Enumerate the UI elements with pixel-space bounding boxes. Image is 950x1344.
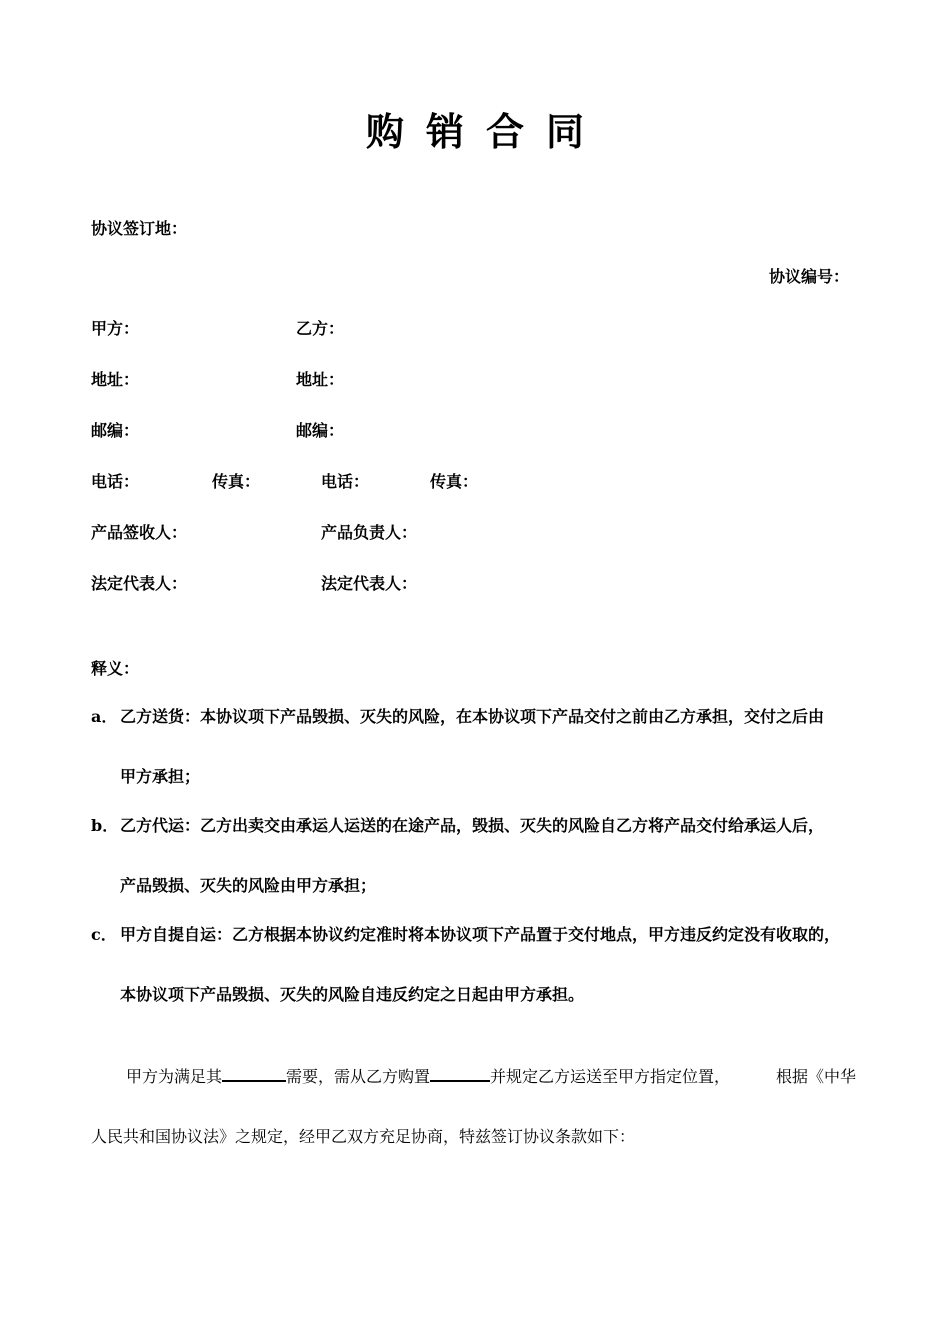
party-a-fax-label: 传真：	[212, 472, 261, 491]
preamble-text: 并规定乙方运送至甲方指定位置，	[490, 1067, 731, 1086]
definition-marker: c．	[91, 925, 117, 944]
preamble-text: 需要，需从乙方购置	[286, 1067, 431, 1086]
definition-line: 乙方代运：乙方出卖交由承运人运送的在途产品，毁损、灭失的风险自乙方将产品交付给承运人后，	[120, 816, 825, 835]
party-b-phone-label: 电话：	[321, 472, 370, 491]
party-b-address-label: 地址：	[296, 370, 345, 389]
fill-blank[interactable]	[222, 1066, 286, 1082]
party-b-legal-rep-label: 法定代表人：	[321, 574, 418, 593]
party-a-phone-label: 电话：	[91, 472, 140, 491]
product-receiver-label: 产品签收人：	[91, 523, 188, 542]
document-title: 购销合同	[365, 109, 606, 154]
preamble-text: 根据《中华	[776, 1067, 857, 1086]
agreement-number-label: 协议编号：	[768, 267, 849, 286]
definition-line: 产品毁损、灭失的风险由甲方承担；	[120, 876, 377, 895]
party-a-address-label: 地址：	[91, 370, 140, 389]
party-b-postcode-label: 邮编：	[296, 421, 345, 440]
sign-place-label: 协议签订地：	[91, 219, 188, 238]
party-a-postcode-label: 邮编：	[91, 421, 140, 440]
fill-blank[interactable]	[430, 1066, 490, 1082]
definition-line: 本协议项下产品毁损、灭失的风险自违反约定之日起由甲方承担。	[120, 985, 585, 1004]
preamble-text: 甲方为满足其	[126, 1067, 223, 1086]
preamble-line-2: 人民共和国协议法》之规定，经甲乙双方充足协商，特兹签订协议条款如下：	[91, 1127, 636, 1146]
definition-marker: b．	[91, 816, 119, 835]
preamble-line-1	[126, 1066, 730, 1088]
party-a-legal-rep-label: 法定代表人：	[91, 574, 188, 593]
party-b-fax-label: 传真：	[430, 472, 479, 491]
party-a-name-label: 甲方：	[91, 319, 140, 338]
definition-line: 乙方送货：本协议项下产品毁损、灭失的风险，在本协议项下产品交付之前由乙方承担，交付之后由	[120, 707, 825, 726]
definitions-heading: 释义：	[91, 659, 140, 678]
definition-marker: a．	[91, 707, 118, 726]
product-responsible-label: 产品负责人：	[321, 523, 418, 542]
definition-line: 甲方自提自运：乙方根据本协议约定准时将本协议项下产品置于交付地点，甲方违反约定没有收取的，	[120, 925, 841, 944]
definition-line: 甲方承担；	[120, 767, 201, 786]
party-b-name-label: 乙方：	[296, 319, 345, 338]
